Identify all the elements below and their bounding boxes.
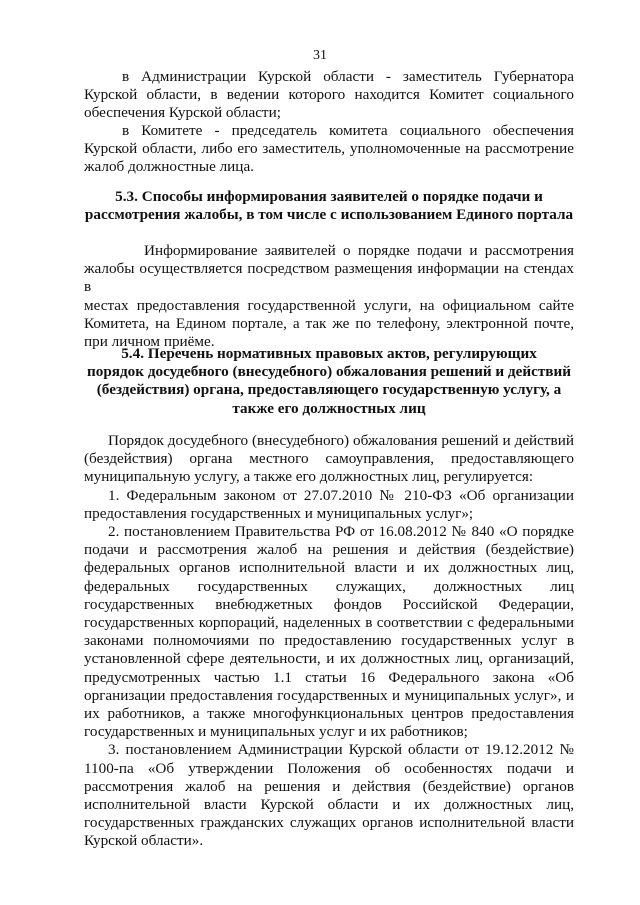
text-line: Информирование заявителей о порядке подачи и рассмотрения xyxy=(144,242,574,259)
section-heading-5-4 xyxy=(84,345,574,418)
text-line: подачи и рассмотрения жалоб на решения и действия (бездействие) xyxy=(84,541,574,559)
text-line: в Комитете - председатель комитета социального обеспечения xyxy=(122,122,574,139)
text-line: государственных гражданских служащих органов исполнительной власти xyxy=(84,814,574,832)
list-item-2: 2. постановлением Правительства РФ от 16.08.2012 № 840 «О порядке xyxy=(108,523,574,541)
text-line: федеральных органов исполнительной власти и их должностных лиц, xyxy=(84,559,574,577)
text-line: установленной сфере деятельности, и их должностных лиц, организаций, xyxy=(84,650,574,668)
text-line: жалоб должностные лица. xyxy=(84,158,254,176)
text-line: Курской области». xyxy=(84,832,204,850)
text-line: жалобы осуществляется посредством размещения информации на стендах в xyxy=(84,260,574,296)
heading-line: порядок досудебного (внесудебного) обжалования решений и действий xyxy=(86,363,572,381)
heading-line: также его должностных лиц xyxy=(232,399,426,417)
text-line: их работников, а также многофункциональных центров предоставления xyxy=(84,705,574,723)
text-line: государственных внебюджетных фондов Российской Федерации, xyxy=(84,595,574,613)
heading-line: (бездействия) органа, предоставляющего государственную услугу, а xyxy=(96,381,562,399)
text-line: предоставления государственных и муниципальных услуг»; xyxy=(84,504,474,522)
heading-line: 5.4. Перечень нормативных правовых актов, регулирующих xyxy=(121,345,537,362)
text-line: муниципальную услугу, а также его должностных лиц, регулируется: xyxy=(84,468,534,486)
text-line: организации предоставления государственных и муниципальных услуг», и xyxy=(84,686,574,704)
text-line: предусмотренных частью 1.1 статьи 16 Федерального закона «Об xyxy=(84,668,574,686)
text-line: местах предоставления государственной услуги, на официальном сайте xyxy=(84,296,574,314)
paragraph-committee xyxy=(84,122,574,195)
text-line: государственных и муниципальных услуг и их работников; xyxy=(84,723,468,741)
text-line: при личном приёме. xyxy=(84,333,215,351)
paragraph-legal-acts xyxy=(84,432,574,869)
text-line: государственных корпораций, наделенных в соответствии с федеральными xyxy=(84,614,574,632)
text-line: рассмотрения жалоб на решения и действия (бездействие) органов xyxy=(84,777,574,795)
text-line: 1100-па «Об утверждении Положения об особенностях подачи и xyxy=(84,759,574,777)
text-line: исполнительной власти Курской области и их должностных лиц, xyxy=(84,796,574,814)
text-line: обеспечения Курской области; xyxy=(84,104,281,122)
text-line: Порядок досудебного (внесудебного) обжалования решений и действий xyxy=(108,432,574,449)
list-item-3: 3. постановлением Администрации Курской области от 19.12.2012 № xyxy=(108,741,574,759)
text-line: Комитета, на Едином портале, а так же по телефону, электронной почте, xyxy=(84,314,574,332)
text-line: Курской области, в ведении которого находится Комитет социального xyxy=(84,86,574,104)
page-number: 31 xyxy=(313,48,327,63)
list-item-1: 1. Федеральным законом от 27.07.2010 № 210-ФЗ «Об организации xyxy=(108,486,574,504)
text-line: Курской области, либо его заместитель, уполномоченные на рассмотрение xyxy=(84,140,574,158)
text-line: в Администрации Курской области - заместитель Губернатора xyxy=(122,68,574,85)
text-line: (бездействия) органа местного самоуправления, предоставляющего xyxy=(84,450,574,468)
text-line: федеральных государственных служащих, должностных лиц xyxy=(84,577,574,595)
section-heading-5-3 xyxy=(84,188,574,224)
heading-line: 5.3. Способы информирования заявителей о порядке подачи и xyxy=(115,188,543,205)
text-line: законами полномочиями по предоставлению государственных услуг в xyxy=(84,632,574,650)
heading-line: рассмотрения жалобы, в том числе с использованием Единого портала xyxy=(84,206,574,224)
